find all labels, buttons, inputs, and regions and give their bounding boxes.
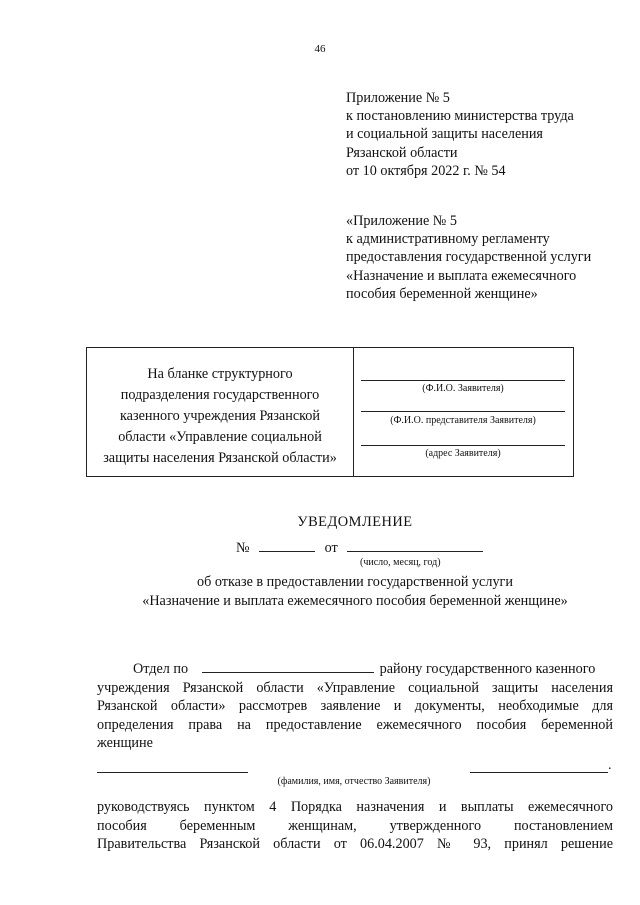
applicant-fullname-line-right [470, 772, 608, 773]
decision-paragraph [97, 659, 613, 753]
appendix-header-line: к постановлению министерства труда [346, 108, 574, 125]
regulation-header-line: пособия беременной женщине» [346, 285, 538, 302]
notice-title: УВЕДОМЛЕНИЕ [297, 514, 413, 530]
applicant-fullname-dot: . [608, 758, 612, 773]
appendix-header-line: Приложение № 5 [346, 90, 450, 106]
letterhead-line: защиты населения Рязанской области» [103, 450, 337, 466]
date-caption: (число, месяц, год) [360, 557, 441, 568]
paragraph-first-line [97, 659, 613, 679]
paragraph-line: женщине [97, 735, 153, 752]
department-suffix: району государственного казенного [379, 661, 596, 677]
appendix-header-line: Рязанской области [346, 144, 458, 161]
regulation-header-line: «Приложение № 5 [346, 213, 457, 229]
representative-name-line [361, 411, 565, 412]
letterhead-line: области «Управление социальной [118, 429, 322, 445]
regulation-header-line: к административному регламенту [346, 231, 550, 248]
representative-name-caption: (Ф.И.О. представителя Заявителя) [390, 415, 536, 426]
notice-subtitle-line: «Назначение и выплата ежемесячного пособия беременной женщине» [142, 593, 568, 609]
regulation-header-line: «Назначение и выплата ежемесячного [346, 267, 577, 284]
paragraph-line: учреждения Рязанской области «Управление социальной защиты населения [97, 679, 613, 696]
page-number: 46 [314, 43, 326, 55]
paragraph-line: Правительства Рязанской области от 06.04.2007 № 93, принял решение [97, 836, 613, 853]
applicant-fullname-caption: (фамилия, имя, отчество Заявителя) [277, 776, 431, 787]
appendix-header-line: и социальной защиты населения [346, 126, 543, 143]
applicant-name-line [361, 380, 565, 381]
date-blank [347, 538, 483, 552]
paragraph-line: определения права на предоставление ежемесячного пособия беременной [97, 716, 613, 733]
letterhead-table [86, 347, 574, 477]
letterhead-line: На бланке структурного [147, 366, 293, 382]
notice-number-row [236, 538, 483, 557]
legal-basis-paragraph [97, 798, 613, 854]
number-blank [259, 538, 315, 552]
department-label: Отдел по [133, 661, 189, 677]
appendix-header [346, 89, 574, 180]
applicant-name-caption: (Ф.И.О. Заявителя) [422, 383, 504, 394]
letterhead-line: подразделения государственного [120, 387, 320, 403]
from-label: от [324, 540, 338, 556]
letterhead-text [87, 364, 353, 469]
number-label: № [236, 540, 250, 556]
paragraph-line: Рязанской области» рассмотрев заявление и документы, необходимые для [97, 698, 613, 715]
regulation-header-line: предоставления государственной услуги [346, 249, 592, 266]
appendix-header-line: от 10 октября 2022 г. № 54 [346, 162, 506, 179]
applicant-fullname-line-left [97, 772, 248, 773]
notice-subtitle-line: об отказе в предоставлении государственной услуги [197, 574, 513, 590]
paragraph-line: руководствуясь пунктом 4 Порядка назначения и выплаты ежемесячного [97, 799, 613, 815]
applicant-address-line [361, 445, 565, 446]
letterhead-line: казенного учреждения Рязанской [120, 408, 320, 424]
paragraph-line: пособия беременным женщинам, утвержденного постановлением [97, 817, 613, 834]
regulation-header [346, 212, 591, 303]
applicant-address-caption: (адрес Заявителя) [425, 448, 501, 459]
district-blank [202, 659, 374, 673]
